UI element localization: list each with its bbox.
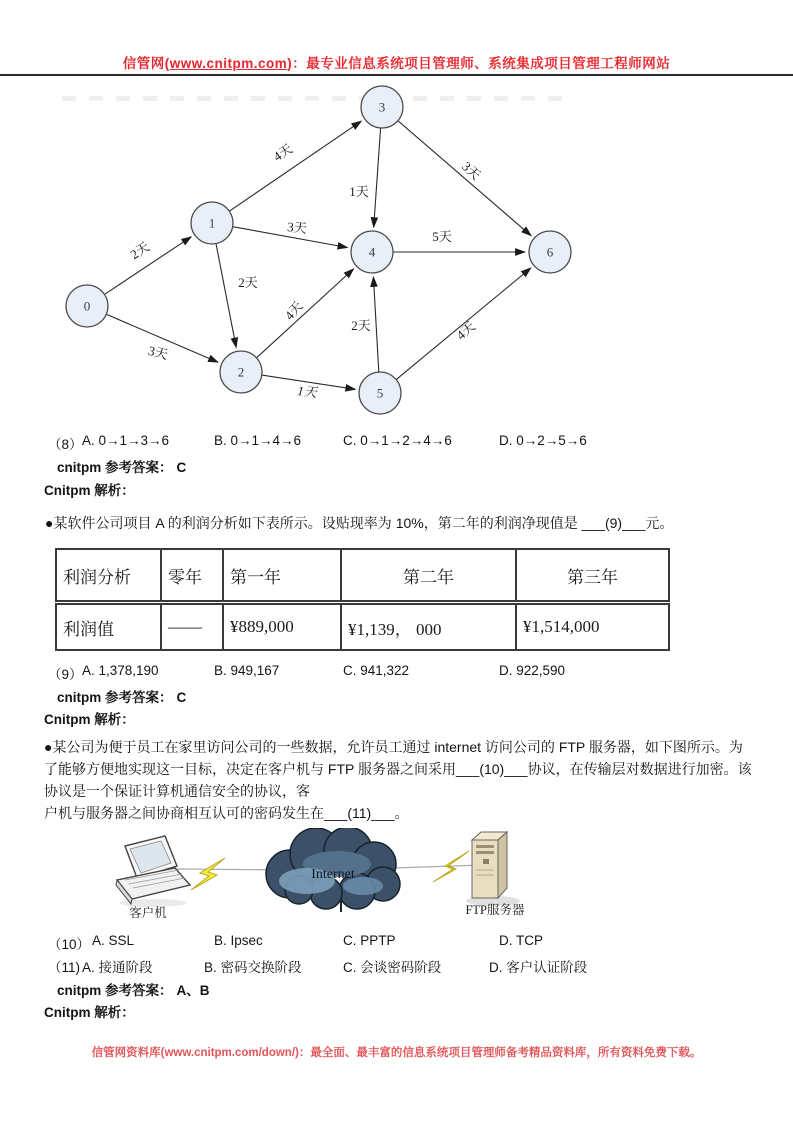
q11-option-b: B. 密码交换阶段: [204, 960, 302, 975]
diagram-edge-label-1-4: 3天: [286, 219, 308, 236]
q10-11-analysis-label: Cnitpm 解析：: [44, 1005, 135, 1020]
diagram-edge-1-3: [229, 121, 361, 211]
q10-intro-line-4: 户机与服务器之间协商相互认可的密码发生在___(11)___。: [44, 805, 409, 821]
diagram-node-label-1: 1: [208, 215, 216, 231]
diagram-edge-3-6: [398, 121, 531, 236]
table-data-row: [56, 603, 669, 651]
q8-option-d: D. 0→2→5→6: [499, 433, 587, 448]
th-profit-analysis: 利润分析: [56, 549, 161, 603]
network-figure-svg: [95, 828, 575, 928]
connector-line-right: [393, 865, 483, 868]
th-year-2: 第二年: [341, 549, 516, 603]
q11-option-d: D. 客户认证阶段: [489, 960, 588, 975]
td-year-2-value: ¥1,139， 000: [341, 603, 516, 651]
diagram-node-label-3: 3: [378, 99, 386, 115]
table-header-row: [56, 549, 669, 603]
q10-intro-line-1: ●某公司为便于员工在家里访问公司的一些数据，允许员工通过 internet 访问公司的 FTP 服务器，如下图所示。为: [44, 739, 743, 755]
site-header-suffix: )：最专业信息系统项目管理师、系统集成项目管理工程师网站: [287, 56, 671, 71]
question-8-number: （8）: [48, 437, 83, 452]
th-year-1: 第一年: [223, 549, 341, 603]
diagram-node-label-4: 4: [368, 244, 376, 260]
laptop-icon: [116, 836, 190, 907]
q10-option-b: B. Ipsec: [214, 933, 263, 948]
diagram-edge-2-4: [257, 269, 354, 358]
q10-option-a: A. SSL: [92, 933, 135, 948]
diagram-edge-label-5-4: 2天: [351, 318, 371, 333]
diagram-edge-5-4: [373, 277, 378, 372]
header-divider: [0, 74, 793, 76]
q8-answer-row: [0, 456, 186, 476]
q10-intro-line-3: 协议是一个保证计算机通信安全的协议，客: [44, 783, 310, 799]
q9-answer-row: [0, 686, 186, 706]
q11-option-a: A. 接通阶段: [82, 960, 153, 975]
question-11-number: （11): [48, 960, 81, 975]
q10-intro-line-2: 了能够方便地实现这一目标，决定在客户机与 FTP 服务器之间采用___(10)___协议，在传输层对数据进行加密。该: [44, 761, 752, 777]
q8-analysis-label: Cnitpm 解析：: [44, 483, 135, 498]
diagram-node-label-5: 5: [376, 385, 384, 401]
td-profit-value-label: 利润值: [56, 603, 161, 651]
lightning-bolt-icon-left: [191, 858, 225, 890]
site-header-prefix: 信管网(: [122, 56, 170, 71]
q10-option-d: D. TCP: [499, 933, 544, 948]
activity-diagram-svg: [0, 85, 600, 430]
client-label: 客户机: [129, 906, 167, 920]
q9-option-c: C. 941,322: [343, 663, 410, 678]
diagram-node-label-2: 2: [237, 364, 245, 380]
q8-answer-label: cnitpm 参考答案：: [57, 460, 173, 475]
diagram-edge-label-5-6: 4天: [453, 318, 478, 343]
ftp-server-label: FTP服务器: [465, 903, 525, 917]
q8-answer-value: C: [176, 460, 187, 475]
q10-intro-paragraph: [0, 736, 774, 824]
diagram-edge-label-2-5: 1天: [296, 383, 318, 400]
question-10-options-row: [0, 933, 793, 953]
th-year-3: 第三年: [516, 549, 669, 603]
q9-option-d: D. 922,590: [499, 663, 566, 678]
q9-option-a: A. 1,378,190: [82, 663, 159, 678]
q10-option-c: C. PPTP: [343, 933, 396, 948]
question-9-options-row: [0, 663, 793, 683]
internet-cloud-icon: [266, 828, 400, 912]
q9-answer-value: C: [176, 690, 187, 705]
q10-11-answer-row: [0, 979, 210, 999]
q8-option-a: A. 0→1→3→6: [82, 433, 170, 448]
site-footer: 信管网资料库(www.cnitpm.com/down/)：最全面、最丰富的信息系统项目管理师备考精品资料库，所有资料免费下载。: [91, 1047, 702, 1059]
q10-11-answer-value: A、B: [176, 983, 210, 998]
network-topology-figure: [95, 828, 575, 928]
td-year-0-value: ——: [161, 603, 223, 651]
diagram-edge-label-0-2: 3天: [146, 342, 170, 363]
q9-analysis-label: Cnitpm 解析：: [44, 712, 135, 727]
question-10-number: （10）: [48, 937, 91, 952]
th-year-0: 零年: [161, 549, 223, 603]
site-url-link[interactable]: www.cnitpm.com: [169, 56, 288, 71]
diagram-edge-label-1-3: 4天: [270, 140, 295, 165]
diagram-edge-label-4-6: 5天: [432, 229, 452, 244]
diagram-edge-label-3-4: 1天: [349, 184, 369, 199]
profit-analysis-table: [55, 548, 670, 651]
internet-cloud-label: Internet: [311, 867, 355, 882]
q11-option-c: C. 会谈密码阶段: [343, 960, 442, 975]
activity-network-diagram: [0, 85, 600, 430]
diagram-edge-label-2-4: 4天: [281, 298, 306, 323]
td-year-3-value: ¥1,514,000: [516, 603, 669, 651]
ftp-server-icon: [466, 832, 520, 906]
site-header: [0, 52, 793, 72]
q10-11-answer-label: cnitpm 参考答案：: [57, 983, 173, 998]
diagram-edge-3-4: [374, 128, 381, 227]
diagram-edge-label-1-2: 2天: [238, 275, 258, 290]
q9-intro-text: ●某软件公司项目 A 的利润分析如下表所示。设贴现率为 10%，第二年的利润净现值是 ___(9)___元。: [45, 515, 674, 531]
diagram-node-label-0: 0: [83, 298, 91, 314]
q9-option-b: B. 949,167: [214, 663, 280, 678]
diagram-edge-1-2: [216, 244, 236, 348]
q8-option-b: B. 0→1→4→6: [214, 433, 302, 448]
question-11-options-row: [0, 956, 793, 976]
diagram-edge-label-3-6: 3天: [459, 158, 484, 183]
diagram-node-label-6: 6: [546, 244, 554, 260]
question-9-number: （9）: [48, 667, 83, 682]
q9-answer-label: cnitpm 参考答案：: [57, 690, 173, 705]
q8-option-c: C. 0→1→2→4→6: [343, 433, 452, 448]
td-year-1-value: ¥889,000: [223, 603, 341, 651]
diagram-edge-label-0-1: 2天: [127, 238, 152, 263]
question-8-options-row: [0, 433, 793, 453]
